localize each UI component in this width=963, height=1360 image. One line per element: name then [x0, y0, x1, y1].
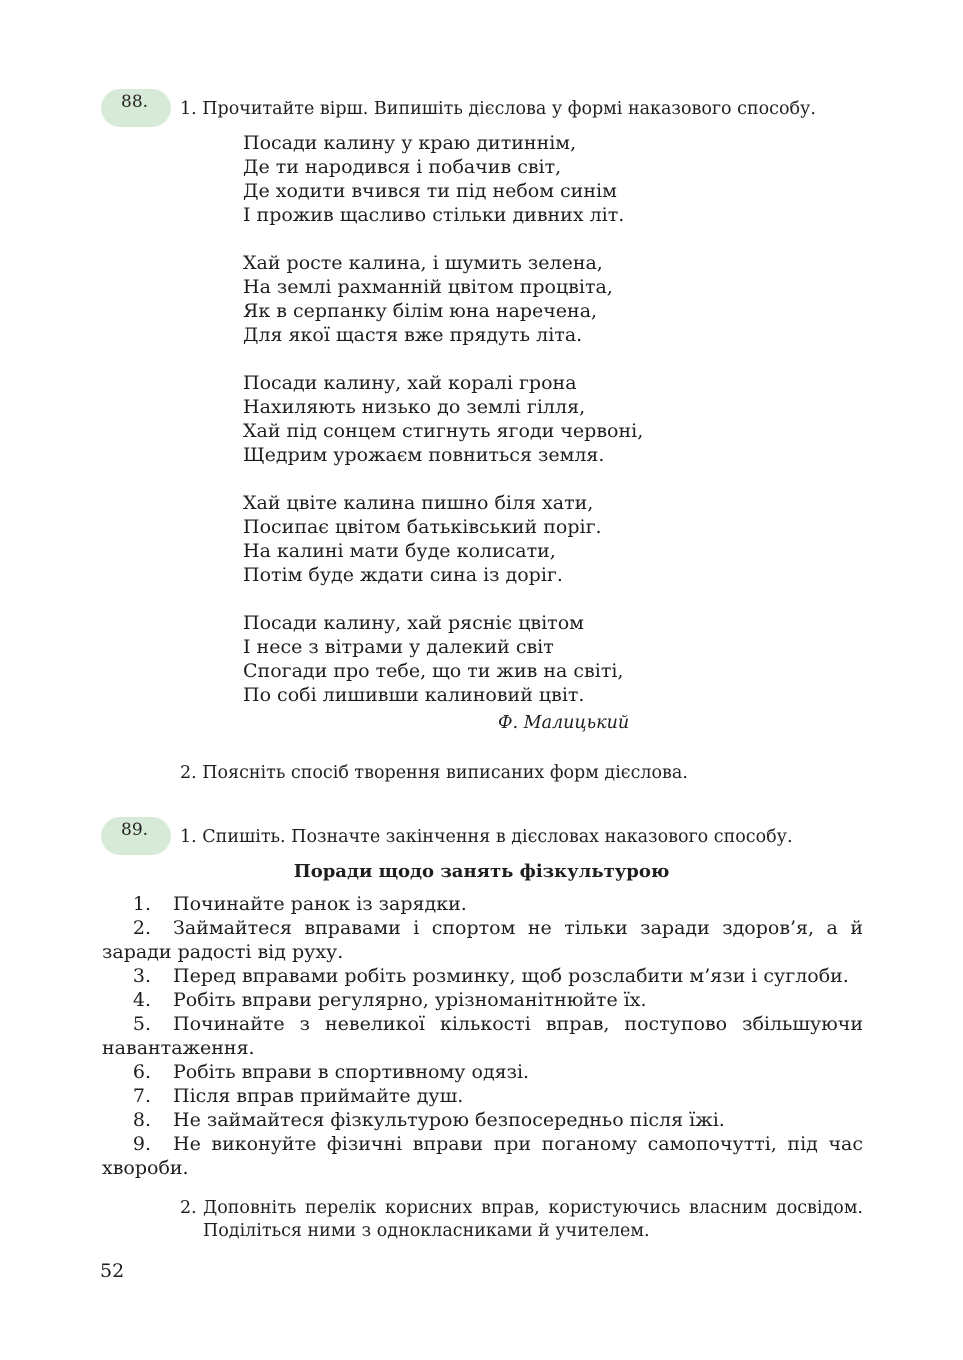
poem-line: На землі рахманній цвітом процвіта, — [243, 276, 613, 298]
list-item — [102, 964, 863, 988]
poem-line: Щедрим урожаєм повниться земля. — [243, 444, 605, 466]
list-item-text: Не займайтеся фізкультурою безпосередньо після їжі. — [173, 1109, 725, 1131]
list-item-text: Не виконуйте фізичні вправи при поганому самопочутті, під час хвороби. — [102, 1133, 863, 1179]
list-item-text: Починайте з невеликої кількості вправ, поступово збільшуючи навантаження. — [102, 1013, 863, 1059]
exercise-88-task-2: 2. Поясніть спосіб творення виписаних форм дієслова. — [180, 763, 688, 783]
poem-author: Ф. Малицький — [498, 713, 630, 733]
list-item — [102, 892, 863, 916]
poem-line: Посипає цвітом батьківський поріг. — [243, 516, 602, 538]
section-heading: Поради щодо занять фізкультурою — [293, 861, 670, 882]
poem-line: Як в серпанку білім юна наречена, — [243, 300, 598, 322]
poem-line: Посади калину, хай рясніє цвітом — [243, 612, 584, 634]
poem-line: І прожив щасливо стільки дивних літ. — [243, 204, 625, 226]
poem-line: Спогади про тебе, що ти жив на світі, — [243, 660, 624, 682]
list-item — [102, 988, 863, 1012]
poem-stanza — [243, 371, 643, 467]
list-item-text: Після вправ приймайте душ. — [173, 1085, 464, 1107]
list-item — [102, 1060, 863, 1084]
list-item-number: 5. — [132, 1013, 151, 1035]
task-number: 2. — [180, 1198, 197, 1218]
poem-line: Потім буде ждати сина із доріг. — [243, 564, 563, 586]
list-item-number: 6. — [132, 1061, 151, 1083]
exercise-88-task-1: 1. Прочитайте вірш. Випишіть дієслова у формі наказового способу. — [180, 99, 816, 119]
list-item — [102, 1108, 863, 1132]
poem-stanza — [243, 491, 643, 587]
exercise-number-badge: 88. — [101, 89, 171, 127]
list-item-number: 9. — [132, 1133, 151, 1155]
exercise-89-task-1: 1. Спишіть. Позначте закінчення в дієсловах наказового способу. — [180, 827, 793, 847]
poem-line: Для якої щастя вже прядуть літа. — [243, 324, 583, 346]
list-item — [102, 1084, 863, 1108]
page-number: 52 — [100, 1260, 125, 1282]
poem-line: Де ти народився і побачив світ, — [243, 156, 562, 178]
poem-stanza — [243, 251, 643, 347]
poem — [243, 131, 643, 731]
exercise-89-task-2 — [180, 1197, 863, 1243]
list-item — [102, 916, 863, 964]
list-item-number: 4. — [132, 989, 151, 1011]
list-item — [102, 1132, 863, 1180]
list-item-number: 2. — [132, 917, 151, 939]
list-item-number: 8. — [132, 1109, 151, 1131]
exercise-number-badge: 89. — [101, 817, 171, 855]
poem-stanza — [243, 611, 643, 707]
poem-line: По собі лишивши калиновий цвіт. — [243, 684, 585, 706]
list-item-text: Перед вправами робіть розминку, щоб розслабити м’язи і суглоби. — [173, 965, 849, 987]
task-text: Доповніть перелік корисних вправ, користуючись власним досвідом. Поділіться ними з однокласниками й учителем. — [203, 1198, 863, 1241]
list-item-text: Починайте ранок із зарядки. — [173, 893, 467, 915]
tips-list — [102, 892, 863, 1180]
list-item — [102, 1012, 863, 1060]
poem-line: Хай під сонцем стигнуть ягоди червоні, — [243, 420, 644, 442]
poem-line: Посади калину, хай коралі грона — [243, 372, 577, 394]
poem-line: На калині мати буде колисати, — [243, 540, 556, 562]
list-item-text: Займайтеся вправами і спортом не тільки заради здоров’я, а й заради радості від руху. — [102, 917, 863, 963]
poem-line: Нахиляють низько до землі гілля, — [243, 396, 586, 418]
poem-line: І несе з вітрами у далекий світ — [243, 636, 554, 658]
list-item-text: Робіть вправи в спортивному одязі. — [173, 1061, 530, 1083]
list-item-text: Робіть вправи регулярно, урізноманітнюйте їх. — [173, 989, 647, 1011]
poem-line: Посади калину у краю дитиннім, — [243, 132, 577, 154]
list-item-number: 3. — [132, 965, 151, 987]
poem-stanza — [243, 131, 643, 227]
list-item-number: 7. — [132, 1085, 151, 1107]
poem-line: Де ходити вчився ти під небом синім — [243, 180, 617, 202]
list-item-number: 1. — [132, 893, 151, 915]
poem-line: Хай росте калина, і шумить зелена, — [243, 252, 603, 274]
poem-line: Хай цвіте калина пишно біля хати, — [243, 492, 594, 514]
